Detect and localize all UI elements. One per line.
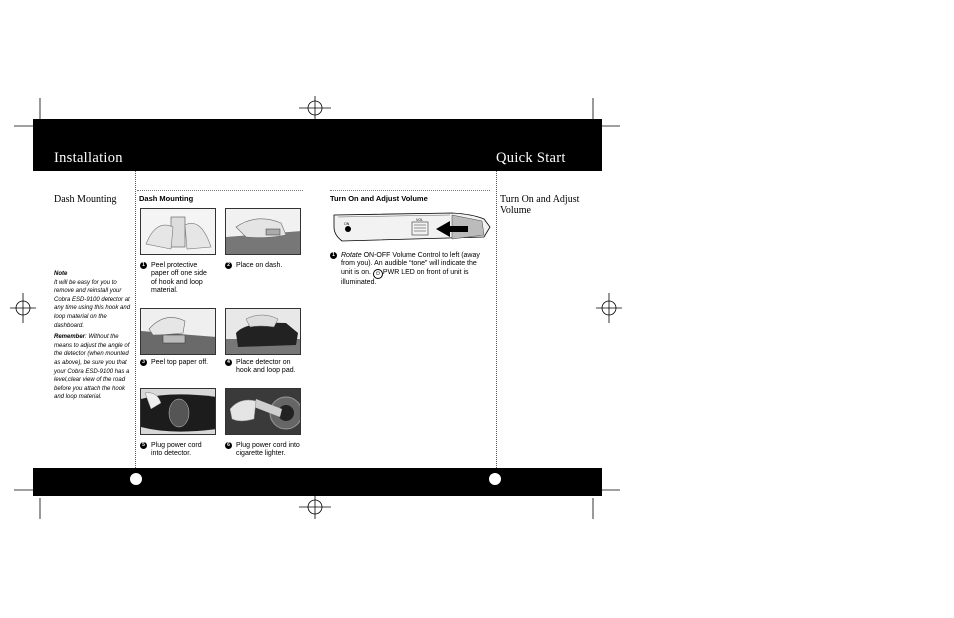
volume-step-text [341,252,489,287]
dash-step-1 [140,262,218,295]
header-right-title: Quick Start [496,150,566,166]
column-divider-right [496,171,497,468]
step-text-3: Peel top paper off. [151,359,209,366]
photo-place-on-dash [225,208,301,255]
page-marker-right [489,473,501,485]
step-number-3: 3 [140,359,147,366]
volume-step-text-a: ON-OFF Volume Control to left (away from you). An audible “tone” will indicate the unit is on. [341,252,480,276]
section-rule-left [137,190,303,191]
note-text: It will be easy for you to remove and reinstall your Cobra ESD-9100 detector at any time using this hook and loop material on the dashboard. [54,279,131,329]
remember-paragraph [54,333,134,402]
footer-band [33,468,602,496]
column-divider-left [135,171,136,468]
page-marker-left [130,473,142,485]
volume-section-title: Turn On and Adjust Volume [330,194,428,203]
dash-step-2 [225,262,305,270]
dash-mounting-title: Dash Mounting [139,194,194,203]
note-label: Note [54,271,68,277]
sidebar-note [54,270,134,402]
sidebar-title-turn-on: Turn On and Adjust Volume [500,194,580,216]
section-rule-right [330,190,490,191]
header-left-title: Installation [54,150,123,166]
photo-plug-into-detector [140,388,216,435]
power-icon: ⏻ [373,269,383,279]
step-number-6: 6 [225,442,232,449]
photo-place-detector [225,308,301,355]
photo-plug-into-lighter [225,388,301,435]
photo-peel-protective-paper [140,208,216,255]
step-text-5: Plug power cord into detector. [151,442,202,458]
sidebar-title-dash-mounting: Dash Mounting [54,194,117,205]
step-text-6: Plug power cord into cigarette lighter. [236,442,300,458]
dash-step-4 [225,359,305,376]
remember-label: Remember [54,334,86,341]
volume-step-1 [330,252,490,287]
step-text-2: Place on dash. [236,262,283,269]
step-number-1: 1 [140,262,147,269]
dash-step-5 [140,442,218,459]
step-number-5: 5 [140,442,147,449]
dash-step-6 [225,442,307,459]
volume-step-number: 1 [330,252,337,259]
step-number-2: 2 [225,262,232,269]
volume-step-italic: Rotate [341,252,362,259]
detector-illustration [332,205,492,245]
device-on-label: ON [344,222,350,226]
photo-peel-top-paper [140,308,216,355]
step-text-4: Place detector on hook and loop pad. [236,359,296,375]
remember-text: : Without the means to adjust the angle of the detector (when mounted as above), be sure you that your Cobra ESD-9100 has a level,clear view of the road before you attach the hook and loop material. [54,334,130,401]
volume-step-text-b: PWR LED on front of unit is illuminated. [341,268,469,286]
dash-step-3 [140,359,220,367]
step-text-1: Peel protective paper off one side of hook and loop material. [151,262,207,294]
step-number-4: 4 [225,359,232,366]
device-vol-label: VOL [416,218,424,222]
